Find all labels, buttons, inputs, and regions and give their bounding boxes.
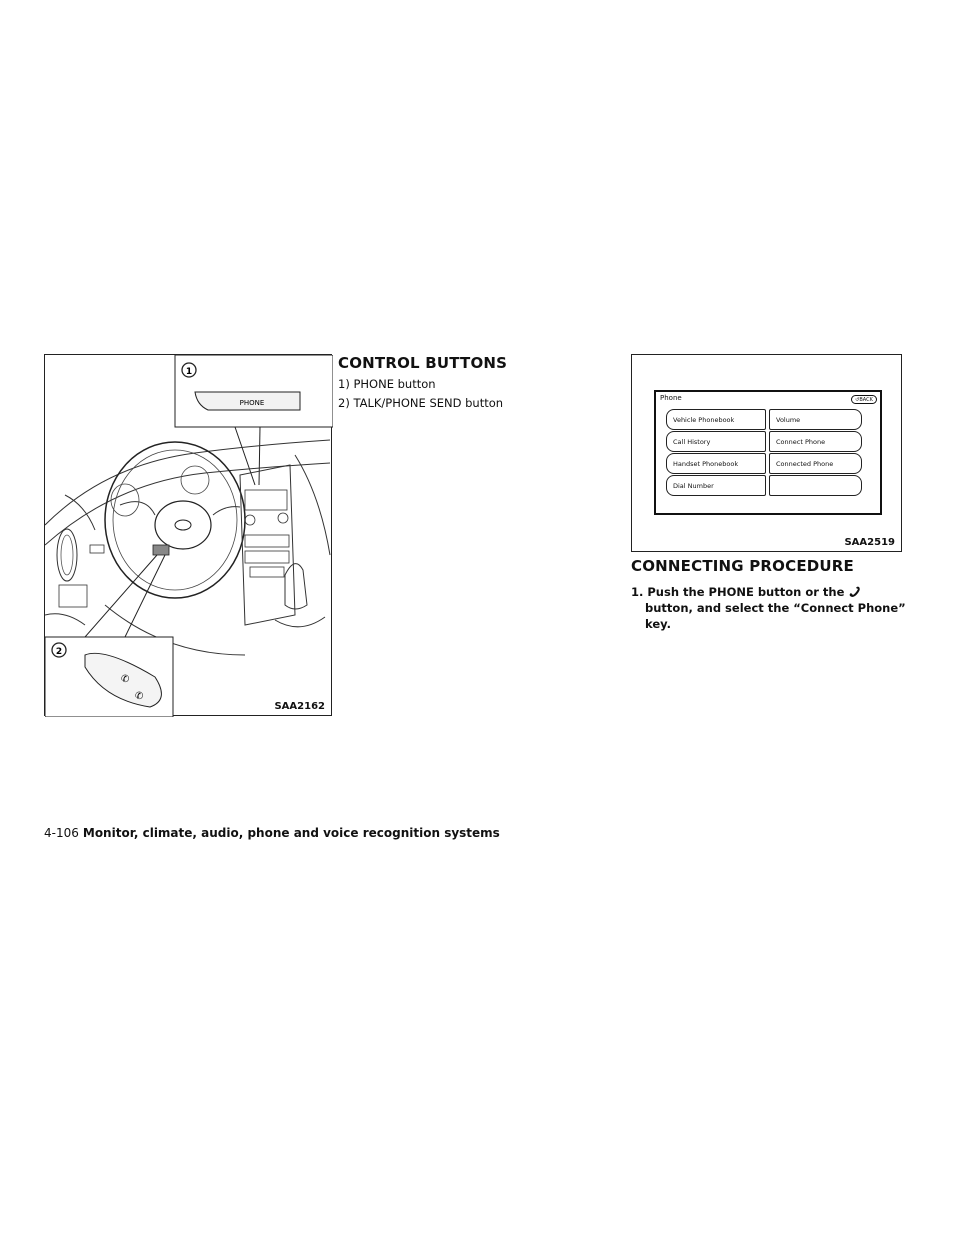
control-item-2: 2) TALK/PHONE SEND button xyxy=(338,396,504,410)
menu-item-call-history[interactable]: Call History xyxy=(666,431,766,452)
menu-item-volume[interactable]: Volume xyxy=(769,409,862,430)
menu-item-vehicle-phonebook[interactable]: Vehicle Phonebook xyxy=(666,409,766,430)
phone-menu-screen xyxy=(654,390,882,515)
callout-1-number: 1 xyxy=(185,367,193,377)
step-1-line-2: button, and select the “Connect Phone” xyxy=(645,601,906,615)
dashboard-illustration xyxy=(45,355,333,717)
control-item-1: 1) PHONE button xyxy=(338,377,436,391)
menu-left-column xyxy=(666,409,766,497)
callout-2-number: 2 xyxy=(55,647,63,657)
callout-1-label: PHONE xyxy=(239,399,265,407)
page-footer xyxy=(44,826,500,840)
section-title: Monitor, climate, audio, phone and voice recognition systems xyxy=(82,826,500,840)
menu-right-column xyxy=(769,409,862,497)
phone-icon xyxy=(848,585,862,599)
menu-item-empty xyxy=(769,475,862,496)
connecting-procedure-heading: CONNECTING PROCEDURE xyxy=(631,557,855,575)
page-number: 4-106 xyxy=(44,826,79,840)
menu-item-dial-number[interactable]: Dial Number xyxy=(666,475,766,496)
step-1-line-3: key. xyxy=(645,617,671,631)
connecting-step-1 xyxy=(631,584,906,632)
talk-icon: ✆ xyxy=(121,674,130,685)
menu-item-connected-phone[interactable]: Connected Phone xyxy=(769,453,862,474)
dashboard-figure xyxy=(44,354,332,716)
back-label: BACK xyxy=(859,397,873,403)
back-arrow-icon: ↺ xyxy=(855,397,860,403)
menu-item-handset-phonebook[interactable]: Handset Phonebook xyxy=(666,453,766,474)
screen-title: Phone xyxy=(660,394,682,402)
phone-send-icon: ✆ xyxy=(135,691,144,702)
step-1-line-1: 1. Push the PHONE button or the xyxy=(631,585,845,599)
menu-item-connect-phone[interactable]: Connect Phone xyxy=(769,431,862,452)
figure-code: SAA2519 xyxy=(844,537,895,548)
control-buttons-heading: CONTROL BUTTONS xyxy=(338,354,508,372)
phone-screen-figure xyxy=(631,354,902,552)
back-button[interactable] xyxy=(851,395,877,404)
figure-code: SAA2162 xyxy=(274,701,325,712)
